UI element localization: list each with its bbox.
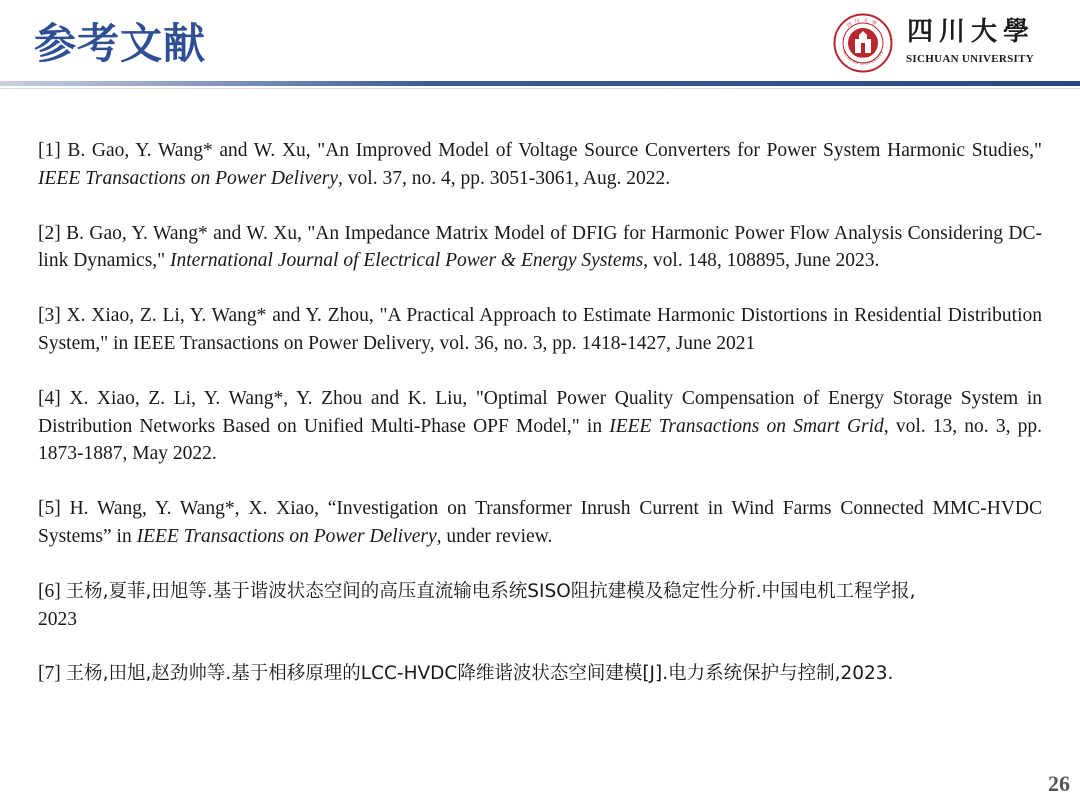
reference-6 <box>38 578 1042 634</box>
reference-4-venue: IEEE Transactions on Smart Grid <box>609 415 884 437</box>
page-number: 26 <box>1048 771 1070 796</box>
reference-6-label: [6] <box>38 580 66 602</box>
reference-6-text: 王杨,夏菲,田旭等.基于谐波状态空间的高压直流输电系统SISO阻抗建模及稳定性分析.中国电机工程学报, <box>65 580 916 602</box>
reference-4-details: , vol. 13, no. 3, pp. 1873-1887, May 2022. <box>38 415 1043 465</box>
reference-2-text: [2] B. Gao, Y. Wang* and W. Xu, "An Impedance Matrix Model of DFIG for Harmonic Power Flow Analysis Considering DC-link Dynamics," <box>38 222 1042 272</box>
reference-1-text: [1] B. Gao, Y. Wang* and W. Xu, "An Improved Model of Voltage Source Converters for Power System Harmonic Studies," <box>38 140 1042 161</box>
reference-2-venue: International Journal of Electrical Power & Energy Systems, <box>170 250 649 272</box>
reference-6-year: 2023 <box>38 608 77 630</box>
header-divider-thin <box>0 88 1080 89</box>
seal-bottom-text: SICHUAN UNIVERSITY <box>841 49 885 67</box>
university-seal-icon <box>833 13 893 73</box>
page-title: 参考文献 <box>34 19 207 68</box>
university-logo <box>833 13 1073 75</box>
university-name-cn: 四川大學 <box>907 17 1036 47</box>
seal-year: 1896 <box>859 56 867 61</box>
reference-5 <box>38 495 1042 551</box>
reference-7-text: 王杨,田旭,赵劲帅等.基于相移原理的LCC-HVDC降维谐波状态空间建模[J].电力系统保护与控制,2023. <box>65 663 894 685</box>
reference-1 <box>38 137 1042 193</box>
reference-3 <box>38 302 1042 358</box>
reference-4 <box>38 385 1042 468</box>
reference-list <box>38 137 1042 688</box>
reference-5-text: [5] H. Wang, Y. Wang*, X. Xiao, “Investigation on Transformer Inrush Current in Wind Farms Connected MMC-HVDC Systems” in <box>38 498 1042 547</box>
svg-text:四川大學 <box>846 17 881 30</box>
university-name-en: SICHUAN UNIVERSITY <box>906 53 1034 65</box>
header-divider <box>0 81 1080 86</box>
seal-top-text: 四川大學 <box>846 17 880 30</box>
reference-2-details: vol. 148, 108895, June 2023. <box>648 250 880 272</box>
reference-2 <box>38 220 1042 276</box>
reference-3-text: [3] X. Xiao, Z. Li, Y. Wang* and Y. Zhou, "A Practical Approach to Estimate Harmonic Distortions in Residential Distribution System," in IEEE Transactions on Power Delivery, vol. 36, no. 3, pp. 1418-1427, June 2021 <box>38 305 1042 354</box>
reference-4-text: [4] X. Xiao, Z. Li, Y. Wang*, Y. Zhou and K. Liu, "Optimal Power Quality Compensation of Energy Storage System in Distribution Networks Based on Unified Multi-Phase OPF Model," in <box>38 387 1042 437</box>
reference-7-label: [7] <box>38 663 66 685</box>
reference-5-venue: IEEE Transactions on Power Delivery <box>136 525 437 547</box>
reference-5-details: , under review. <box>436 525 553 547</box>
reference-1-venue: IEEE Transactions on Power Delivery <box>38 167 339 189</box>
reference-7 <box>38 660 1042 688</box>
reference-1-details: , vol. 37, no. 4, pp. 3051-3061, Aug. 2022. <box>338 167 671 189</box>
